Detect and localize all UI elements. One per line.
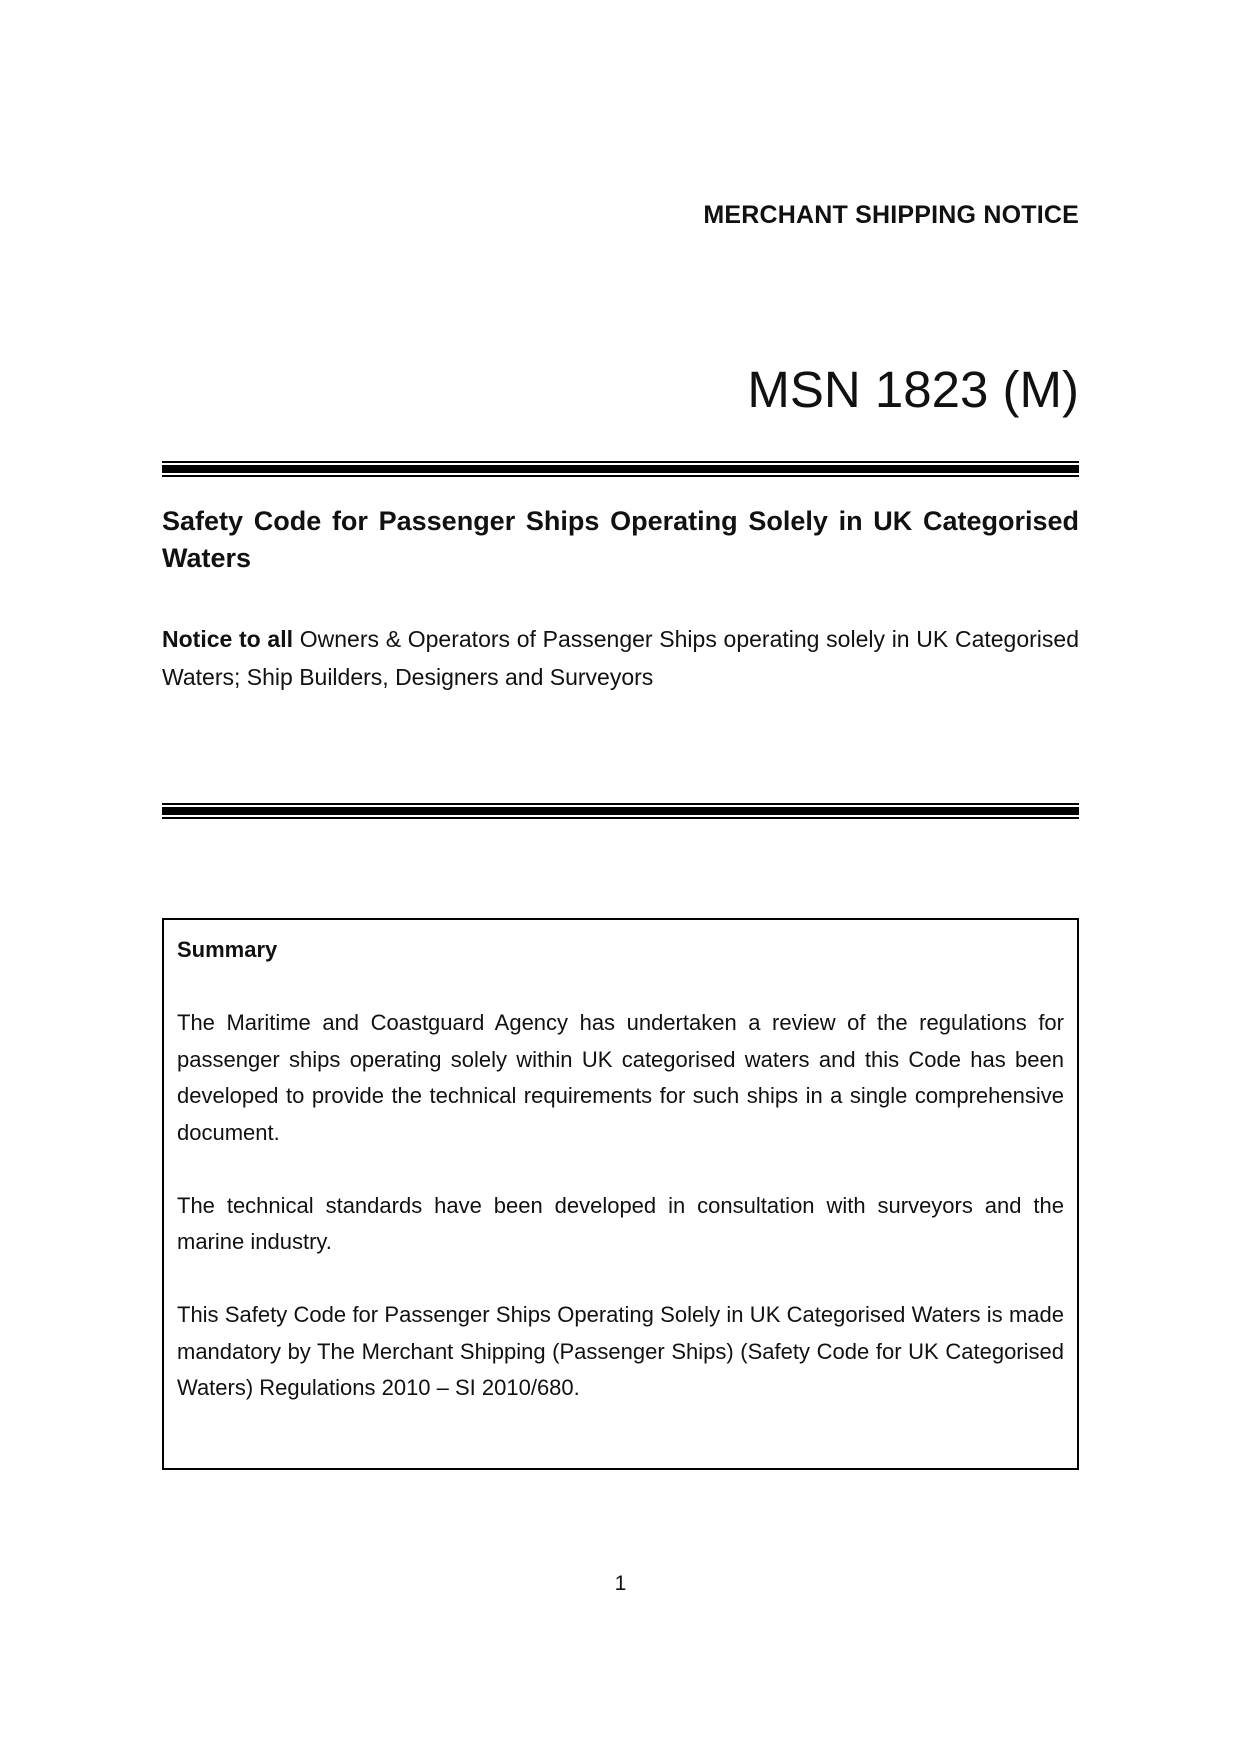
document-title: Safety Code for Passenger Ships Operating Solely in UK Categorised Waters	[162, 506, 1079, 573]
notice-to-paragraph	[162, 620, 1079, 696]
bottom-divider-thin-line-lower	[162, 817, 1079, 819]
top-divider-thick-line	[162, 465, 1079, 473]
notice-to-audience: Owners & Operators of Passenger Ships operating solely in UK Categorised Waters; Ship Builders, Designers and Surveyors	[162, 626, 1079, 690]
summary-box	[162, 918, 1079, 1470]
document-number: MSN 1823 (M)	[747, 361, 1079, 418]
page-number: 1	[614, 1572, 627, 1595]
summary-heading: Summary	[177, 937, 278, 962]
bottom-divider-thin-line-upper	[162, 803, 1079, 805]
top-divider-thin-line-lower	[162, 475, 1079, 477]
summary-paragraph-mandatory: This Safety Code for Passenger Ships Operating Solely in UK Categorised Waters is made mandatory by The Merchant Shipping (Passenger Ships) (Safety Code for UK Categorised Waters) Regulations 2010 – SI 2010/680.	[177, 1302, 1064, 1400]
top-divider-thin-line-upper	[162, 461, 1079, 463]
bottom-divider-thick-line	[162, 807, 1079, 815]
bottom-divider	[162, 803, 1079, 819]
summary-paragraph-review: The Maritime and Coastguard Agency has undertaken a review of the regulations for passenger ships operating solely within UK categorised waters and this Code has been developed to provide the technical requirements for such ships in a single comprehensive document.	[177, 1010, 1064, 1145]
page-content	[162, 0, 1079, 1755]
notice-type-heading: MERCHANT SHIPPING NOTICE	[703, 201, 1079, 229]
top-divider	[162, 461, 1079, 477]
summary-paragraph-standards: The technical standards have been developed in consultation with surveyors and the marine industry.	[177, 1192, 1064, 1254]
notice-to-label: Notice to all	[162, 626, 294, 652]
